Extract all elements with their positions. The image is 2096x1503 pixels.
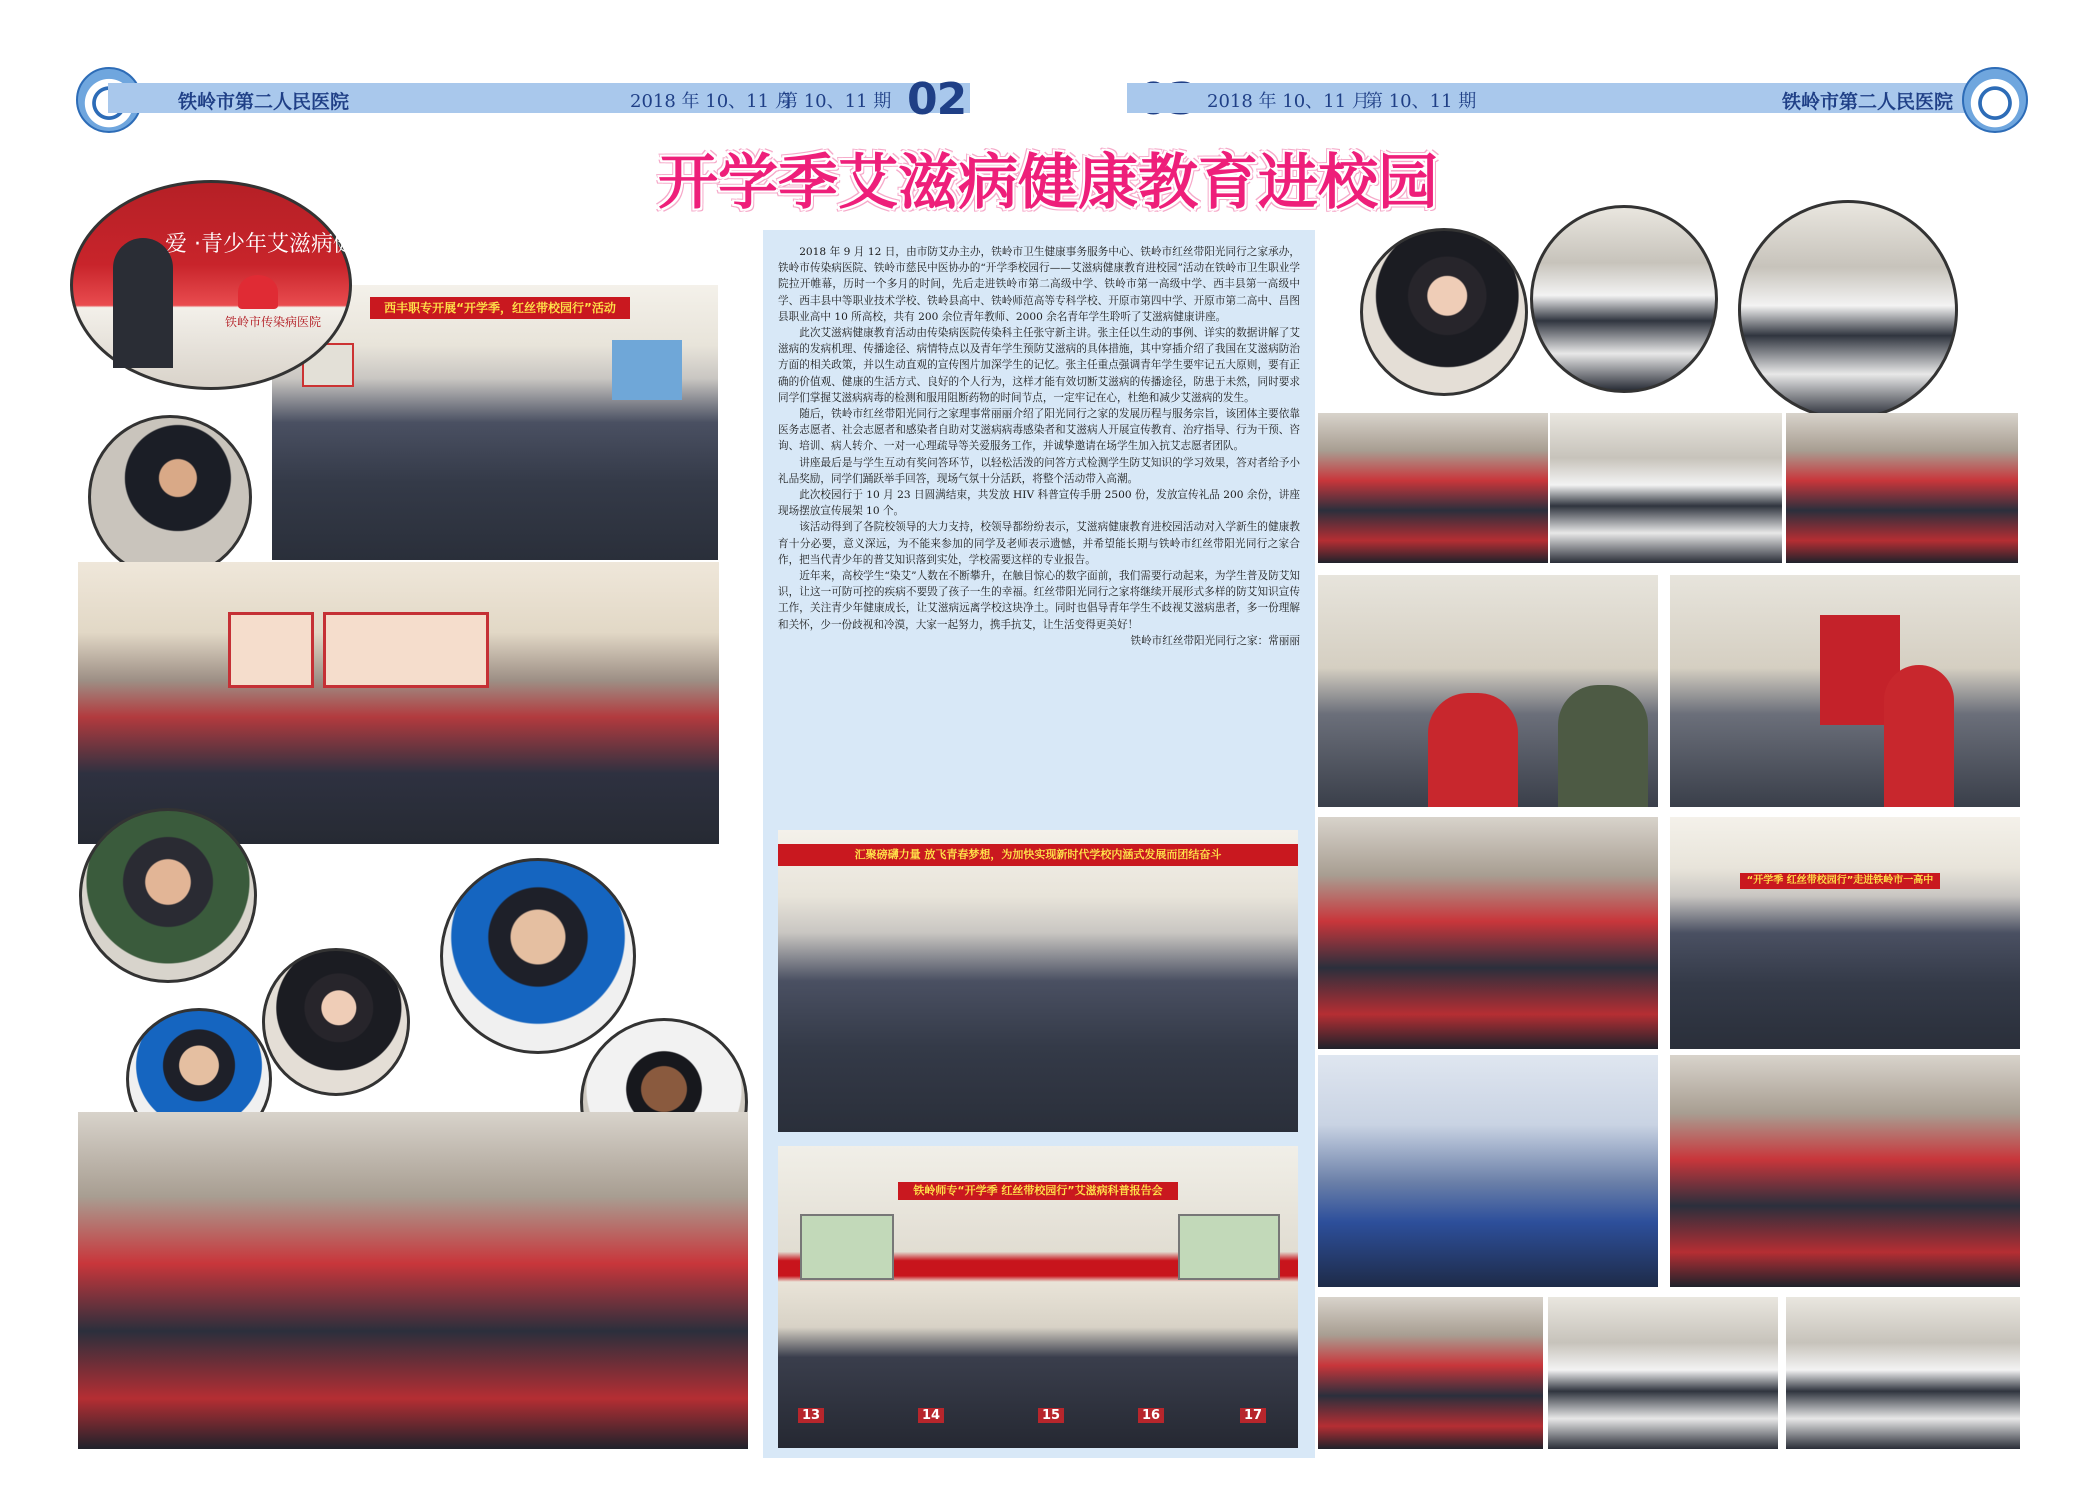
hospital-logo: [1962, 67, 2028, 133]
wall-poster: [323, 612, 489, 688]
students-red-jackets-photo: [78, 1112, 748, 1449]
stage-banner: 铁岭师专“开学季 红丝带校园行”艾滋病科普报告会: [898, 1182, 1178, 1200]
students-seated-portrait: [1738, 200, 1958, 420]
article-body: [778, 244, 1300, 824]
student-camouflage-portrait: [79, 808, 257, 983]
article-paragraph: 该活动得到了各院校领导的大力支持，校领导都纷纷表示，艾滋病健康教育进校园活动对入学新生的健康教育十分必要，意义深远，为不能来参加的同学及老师表示遗憾，并希望能长期与铁岭市红丝带阳光同行之家合作，把当代青少年的普艾知识落到实处，学校需要这样的专业报告。: [778, 521, 1300, 566]
issue-date-right: 2018 年 10、11 月: [1207, 91, 1370, 112]
volunteer-gift-photo: [1318, 575, 1658, 807]
audience-front-row-photo: [78, 562, 719, 844]
article-paragraph: 随后，铁岭市红丝带阳光同行之家理事常丽丽介绍了阳光同行之家的发展历程与服务宗旨，该团体主要依靠医务志愿者、社会志愿者和感染者自助对艾滋病病毒感染者和艾滋病人开展宣传教育、治疗指导、行为干预、咨询、培训、病人转介、一对一心理疏导等关爱服务工作，并诚挚邀请在场学生加入抗艾志愿者团队。: [778, 408, 1300, 453]
student-figure: [1558, 685, 1648, 807]
header-bar-left: [108, 83, 970, 113]
students-photo: [1318, 1297, 1543, 1449]
student-portrait: [262, 948, 410, 1096]
article-paragraph: 讲座最后是与学生互动有奖问答环节，以轻松活泼的问答方式检测学生防艾知识的学习效果，答对者给予小礼品奖励，同学们踊跃举手回答，现场气氛十分活跃，将整个活动带入高潮。: [778, 456, 1300, 485]
projection-screen: [800, 1214, 894, 1280]
booklet-distribution-photo: [1670, 1055, 2020, 1287]
wall-poster: [228, 612, 314, 688]
heart-shape: [238, 275, 278, 309]
projection-screen: [1178, 1214, 1280, 1280]
seat-number: 14: [918, 1408, 944, 1423]
slide-title: 爱 ·青少年艾滋病健康教育: [165, 232, 421, 257]
article-paragraph: 此次校园行于 10 月 23 日圆满结束，共发放 HIV 科普宣传手册 2500 份，发放宣传礼品 200 余份，讲座现场摆放宣传展架 10 个。: [778, 489, 1300, 518]
volunteer-figure: [1884, 665, 1954, 807]
lecturer-microphone-portrait: [1360, 228, 1528, 396]
issue-number-left: 第 10、11 期: [780, 91, 892, 112]
auditorium-photo: [778, 830, 1298, 1132]
volunteer-booth-photo: [1670, 575, 2020, 807]
hospital-name-right: 铁岭市第二人民医院: [1782, 91, 1954, 113]
speaker-slide-photo: [70, 180, 421, 390]
speaker-figure: [113, 238, 173, 368]
hall-banner: 汇聚磅礴力量 放飞青春梦想，为加快实现新时代学校内涵式发展而团结奋斗: [778, 844, 1298, 866]
school-banner: “开学季 红丝带校园行”走进铁岭市一高中: [1740, 873, 1940, 889]
issue-number-right: 第 10、11 期: [1365, 91, 1477, 112]
article-paragraph: 近年来，高校学生“染艾”人数在不断攀升，在触目惊心的数字面前，我们需要行动起来，为学生普及防艾知识，让这一可防可控的疾病不要毁了孩子一生的幸福。红丝带阳光同行之家将继续开展形式多样的防艾知识宣传工作，关注青少年健康成长，让艾滋病远离学校这块净土。同时也倡导青年学生不歧视艾滋病患者，多一份理解和关怀，少一份歧视和冷漠，大家一起努力，携手抗艾，让生活变得更美好！: [778, 570, 1300, 631]
speaker-portrait-photo: [88, 415, 252, 579]
slide-hospital: 铁岭市传染病医院: [225, 315, 322, 329]
students-listening-portrait: [1530, 205, 1718, 393]
audience-photo: [1786, 413, 2018, 563]
article-signature: 铁岭市红丝带阳光同行之家：常丽丽: [1130, 634, 1300, 647]
students-photo: [1786, 1297, 2020, 1449]
school-hall-photo: [1670, 817, 2020, 1049]
seat-number: 13: [798, 1408, 824, 1423]
article-paragraph: 2018 年 9 月 12 日，由市防艾办主办，铁岭市卫生健康事务服务中心、铁岭市红丝带阳光同行之家承办，铁岭市传染病医院、铁岭市慈民中医协办的“开学季校园行——艾滋病健康教育进校园”活动在铁岭市卫生职业学院拉开帷幕，历时一个多月的时间，先后走进铁岭市第二高级中学、铁岭市第一高级中学、西丰县第一高级中学、西丰县中等职业技术学校、铁岭县高中、铁岭师范高等专科学校、开原市第四中学、开原市第二高中、昌图县职业高中 10 所高校，共有 200 余位青年教师、2000 余名青年学生聆听了艾滋病健康讲座。: [778, 246, 1300, 323]
seat-number: 16: [1138, 1408, 1164, 1423]
seat-number: 17: [1240, 1408, 1266, 1423]
volunteer-figure: [1428, 693, 1518, 807]
hospital-name-left: 铁岭市第二人民医院: [178, 91, 350, 113]
issue-date-left: 2018 年 10、11 月: [630, 91, 793, 112]
activity-banner: 西丰职专开展“开学季，红丝带校园行”活动: [370, 297, 630, 319]
stage-lecture-photo: [778, 1146, 1298, 1448]
students-photo: [1548, 1297, 1778, 1449]
page-headline: 开学季艾滋病健康教育进校园: [658, 148, 1438, 218]
audience-photo: [1318, 413, 1548, 563]
large-assembly-photo: [1318, 817, 1658, 1049]
display-board: [612, 340, 682, 400]
header-bar-right: [1127, 83, 1989, 113]
seat-number: 15: [1038, 1408, 1064, 1423]
article-paragraph: 此次艾滋病健康教育活动由传染病医院传染科主任张守新主讲。张主任以生动的事例、详实的数据讲解了艾滋病的发病机理、传播途径、病情特点以及青年学生预防艾滋病的具体措施，其中穿插介绍了我国在艾滋病防治方面的相关政策，并以生动直观的宣传图片加深学生的记忆。张主任重点强调青年学生要牢记五大原则，要有正确的价值观、健康的生活方式、良好的个人行为，这样才能有效切断艾滋病的传播途径，防患于未然，同时要求同学们掌握艾滋病病毒的检测和服用阻断药物的时间节点，一定牢记在心，杜绝和减少艾滋病的发生。: [778, 327, 1300, 404]
blue-uniform-assembly-photo: [1318, 1055, 1658, 1287]
student-microphone-portrait: [440, 858, 636, 1054]
page-number-left: 02: [907, 74, 967, 125]
audience-photo: [1550, 413, 1782, 563]
